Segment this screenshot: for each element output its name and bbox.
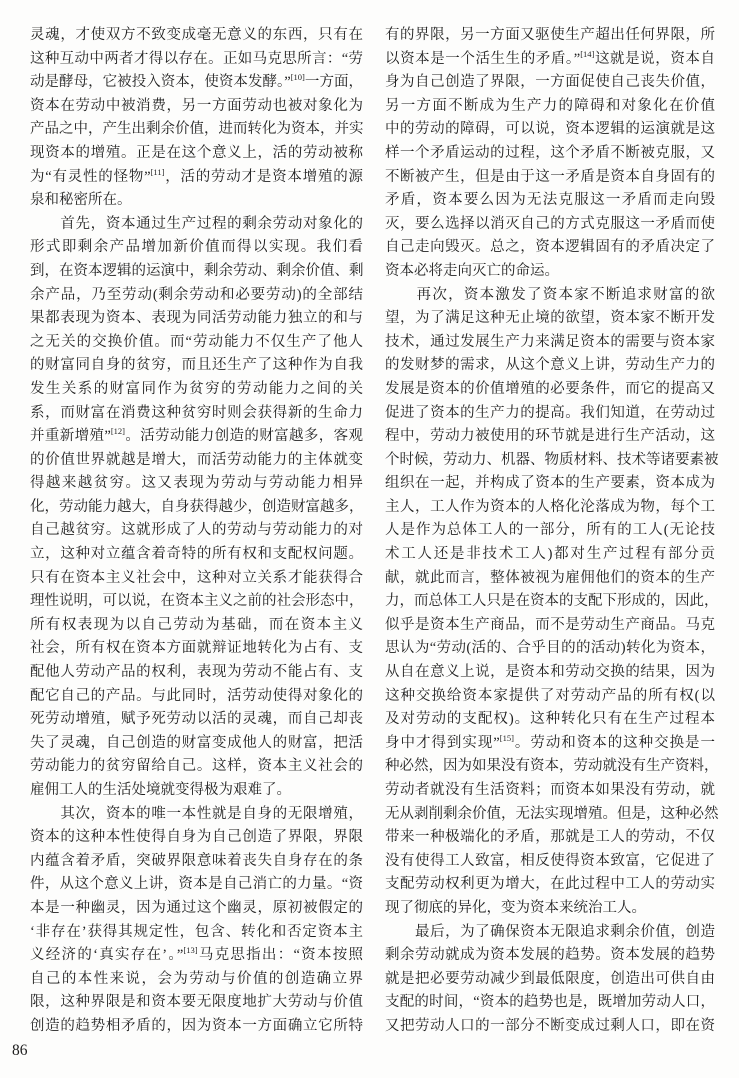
text-line: 身中才得到实现”[15]。劳动和资本的这种交换是一 [385, 732, 716, 751]
footnote-ref: [14] [580, 48, 595, 59]
text-line: 以资本是一个活生生的矛盾。”[14]这就是说，资本自 [385, 48, 715, 67]
text-line: 思认为“劳动(活的、合乎目的的活动)转化为资本， [385, 640, 715, 657]
text-line: 雇佣工人的生活处境就变得极为艰难了。 [30, 782, 291, 798]
text-line: 并重新增殖”[12]。活劳动能力创造的财富越多，客观 [30, 426, 364, 445]
text-line: 无从剥削剩余价值，无法实现增殖。但是，这种必然 [385, 805, 719, 822]
text-line: 又把劳动人口的一部分不断变成过剩人口，即在资 [385, 1017, 715, 1034]
text-line: 到，在资本逻辑的运演中，剩余劳动、剩余价值、剩 [30, 262, 364, 279]
text-line: 组织在一起，并构成了资本的生产要素，资本成为 [385, 475, 715, 492]
text-line: 只有在资本主义社会中，这种对立关系才能获得合 [30, 569, 363, 586]
left-column [30, 24, 363, 1039]
text-line: 劳动能力的贫穷留给自己。这样，资本主义社会的 [30, 758, 363, 775]
text-line: 失了灵魂，自己创造的财富变成他人的财富，把活 [30, 734, 363, 751]
text-line: 本是一种幽灵，因为通过这个幽灵，原初被假定的 [30, 899, 363, 916]
text-line: 望，为了满足这种无止境的欲望，资本家不断开发 [385, 310, 715, 327]
text-line: 发展是资本的价值增殖的必要条件，而它的提高又 [385, 380, 715, 397]
text-line: 配它自己的产品。与此同时，活劳动使得对象化的 [30, 687, 363, 704]
text-line: 资本的这种本性使得自身为自己创造了界限，界限 [30, 829, 363, 846]
text-line: 为“有灵性的怪物”[11]，活的劳动才是资本增殖的源 [30, 166, 364, 185]
text-line: 个时候，劳动力、机器、物质材料、技术等诸要素被 [385, 451, 719, 468]
text-line: 最后，为了确保资本无限追求剩余价值，创造 [385, 923, 715, 940]
text-line: 余产品，乃至劳动(剩余劳动和必要劳动)的全部结 [30, 286, 363, 303]
text-line: 自己走向毁灭。总之，资本逻辑固有的矛盾决定了 [385, 239, 715, 256]
page-number: 86 [12, 1042, 28, 1059]
text-line: 支配劳动权利更为增大，在此过程中工人的劳动实 [385, 876, 715, 893]
text-line: 社会，所有权在资本方面就辩证地转化为占有、支 [30, 640, 363, 657]
text-line: 人是作为总体工人的一部分，所有的工人(无论技 [385, 522, 715, 539]
text-line: 的发财梦的需求，从这个意义上讲，劳动生产力的 [385, 357, 715, 374]
text-line: 种必然，因为如果没有资本，劳动就没有生产资料， [385, 758, 719, 775]
text-line: 发生关系的财富同作为贫穷的劳动能力之间的关 [30, 380, 363, 397]
text-line: 技术，通过发展生产力来满足资本的需要与资本家 [385, 333, 715, 350]
text-line: 就是把必要劳动减少到最低限度，创造出可供自由 [385, 970, 715, 987]
text-line: 限，这种界限是和资本要无限度地扩大劳动与价值 [30, 994, 363, 1011]
text-line: 灭，要么选择以消灭自己的方式克服这一矛盾而使 [385, 215, 715, 232]
text-line: 动是酵母，它被投入资本，使资本发酵。”[10]一方面， [30, 72, 364, 91]
text-line: 献，就此而言，整体被视为雇佣他们的资本的生产 [385, 569, 715, 586]
text-line: 带来一种极端化的矛盾，那就是工人的劳动，不仅 [385, 829, 715, 846]
text-line: 似乎是资本生产商品，而不是劳动生产商品。马克 [385, 616, 715, 633]
text-line: 再次，资本激发了资本家不断追求财富的欲 [385, 286, 715, 303]
text-line: 力，而总体工人只是在资本的支配下形成的，因此， [385, 593, 719, 610]
text-line: 得越来越贫穷。这又表现为劳动与劳动能力相异 [30, 475, 363, 492]
text-line: 自己越贫穷。这就形成了人的劳动与劳动能力的对 [30, 522, 363, 539]
text-line: 死劳动增殖，赋予死劳动以活的灵魂，而自己却丧 [30, 711, 363, 728]
text-line: 没有使得工人致富，相反使得资本致富，它促进了 [385, 852, 715, 869]
text-line: 现资本的增殖。正是在这个意义上，活的劳动被称 [30, 144, 363, 161]
text-line: 首先，资本通过生产过程的剩余劳动对象化的 [30, 215, 363, 232]
text-line: 有的界限，另一方面又驱使生产超出任何界限，所 [385, 27, 715, 43]
text-line: 所有权表现为以自己劳动为基础，而在资本主义 [30, 616, 363, 633]
text-line: 样一个矛盾运动的过程，这个矛盾不断被克服，又 [385, 144, 715, 161]
text-line: 立，这种对立蕴含着奇特的所有权和支配权问题。 [30, 546, 363, 563]
text-line: 资本必将走向灭亡的命运。 [385, 262, 559, 279]
text-line: 主人，工人作为资本的人格化沦落成为物，每个工 [385, 498, 715, 515]
text-line: 产品之中，产生出剩余价值，进而转化为资本，并实 [30, 121, 364, 138]
footnote-ref: [13] [183, 945, 198, 956]
text-line: 矛盾，资本要么因为无法克服这一矛盾而走向毁 [385, 192, 715, 209]
text-line: 泉和秘密所在。 [30, 192, 132, 209]
text-line: 身为自己创造了界限，一方面促使自己丧失价值， [385, 74, 715, 91]
text-line: 促进了资本的生产力的提高。我们知道，在劳动过 [385, 404, 715, 421]
text-line: ‘非存在’获得其规定性，包含、转化和否定资本主 [30, 923, 363, 940]
text-line: 术工人还是非技术工人)都对生产过程有部分贡 [385, 546, 715, 563]
text-line: 形式即剩余产品增加新价值而得以实现。我们看 [30, 239, 363, 256]
text-line: 程中，劳动力被使用的环节就是进行生产活动，这 [385, 428, 715, 445]
right-column [385, 24, 719, 1039]
text-line: 劳动者就没有生活资料；而资本如果没有劳动，就 [385, 782, 715, 798]
text-line: 义经济的‘真实存在’。”[13]马克思指出：“资本按照 [30, 945, 364, 964]
text-line: 这种交换给资本家提供了对劳动产品的所有权(以 [385, 687, 715, 704]
footnote-ref: [15] [499, 732, 514, 743]
text-line: 化，劳动能力越大，自身获得越少，创造财富越多， [30, 498, 364, 515]
text-line: 的财富同自身的贫穷，而且还生产了这种作为自我 [30, 357, 363, 374]
footnote-ref: [10] [290, 72, 305, 83]
text-line: 灵魂，才使双方不致变成毫无意义的东西，只有在 [30, 27, 363, 43]
text-line: 中的劳动的障碍，可以说，资本逻辑的运演就是这 [385, 121, 715, 138]
text-line: 内蕴含着矛盾，突破界限意味着丧失自身存在的条 [30, 852, 363, 869]
text-line: 果都表现为资本、表现为同活劳动能力独立的和与 [30, 310, 363, 327]
text-line: 现了彻底的异化，变为资本来统治工人。 [385, 899, 646, 916]
footnote-ref: [12] [110, 426, 125, 437]
text-line: 不断被产生，但是由于这一矛盾是资本自身固有的 [385, 168, 715, 185]
text-line: 自己的本性来说，会为劳动与价值的创造确立界 [30, 970, 363, 987]
text-line: 这种互动中两者才得以存在。正如马克思所言：“劳 [30, 50, 363, 67]
text-line: 其次，资本的唯一本性就是自身的无限增殖， [30, 805, 363, 822]
text-line: 配他人劳动产品的权利，表现为劳动不能占有、支 [30, 664, 363, 681]
text-line: 理性说明，可以说，在资本主义之前的社会形态中， [30, 593, 364, 610]
text-line: 剩余劳动就成为资本发展的趋势。资本发展的趋势 [385, 947, 715, 964]
text-line: 资本在劳动中被消费，另一方面劳动也被对象化为 [30, 97, 363, 114]
text-line: 创造的趋势相矛盾的，因为资本一方面确立它所特 [30, 1017, 363, 1034]
text-line: 之无关的交换价值。而“劳动能力不仅生产了他人 [30, 333, 363, 350]
text-line: 支配的时间，“资本的趋势也是，既增加劳动人口， [385, 994, 715, 1011]
text-line: 从自在意义上说，是资本和劳动交换的结果，因为 [385, 664, 715, 681]
text-line: 另一方面不断成为生产力的障碍和对象化在价值 [385, 97, 715, 114]
text-line: 系，而财富在消费这种贫穷时则会获得新的生命力 [30, 404, 363, 421]
text-line: 件，从这个意义上讲，资本是自己消亡的力量。“资 [30, 876, 363, 893]
text-line: 的价值世界就越是增大，而活劳动能力的主体就变 [30, 451, 363, 468]
footnote-ref: [11] [150, 166, 165, 177]
text-line: 及对劳动的支配权)。这种转化只有在生产过程本 [385, 711, 715, 728]
